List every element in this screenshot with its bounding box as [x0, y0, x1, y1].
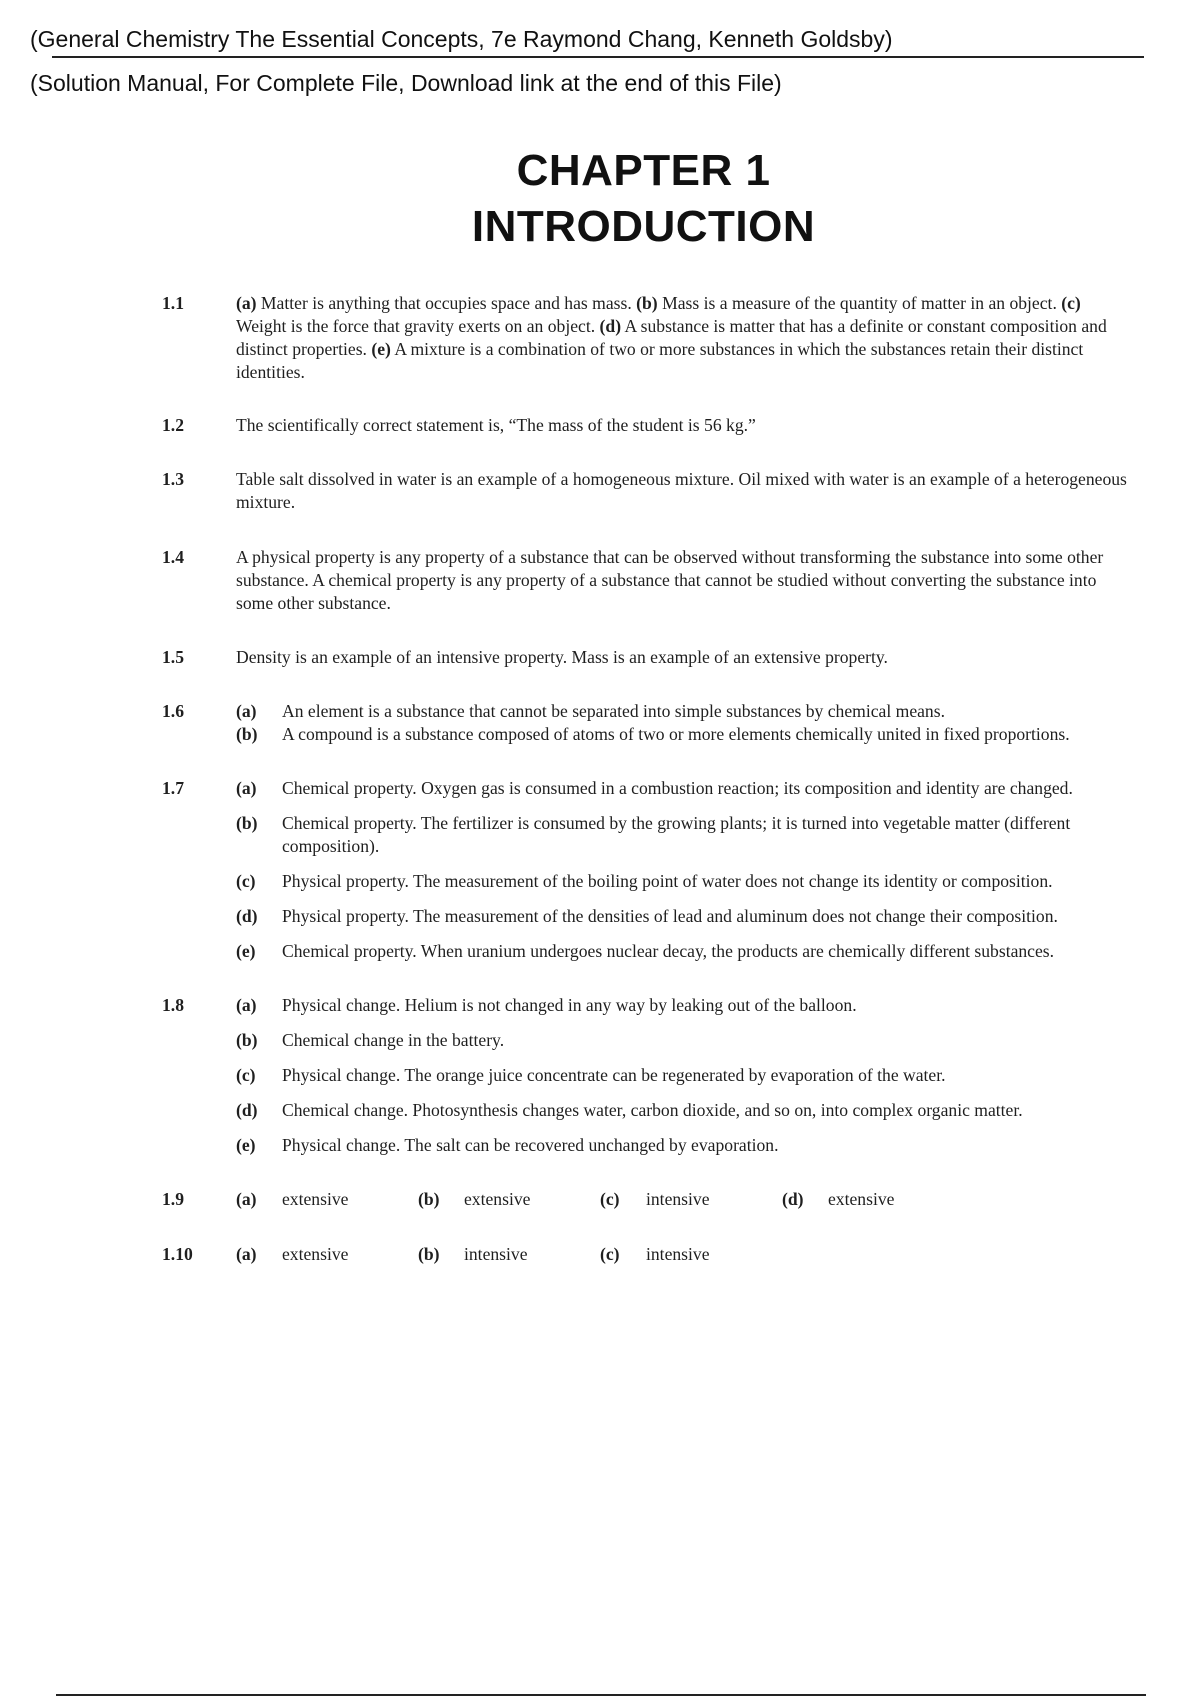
- part-label: (c): [1061, 293, 1081, 313]
- answer-part: [418, 1243, 600, 1266]
- part-text: extensive: [282, 1244, 349, 1264]
- answer-text: A physical property is any property of a substance that can be observed without transforming the substance into some other substance. A chemical property is any property of a substance that cannot be studied without converting the substance into some other substance.: [236, 547, 1104, 613]
- solution-manual-note: (Solution Manual, For Complete File, Download link at the end of this File): [30, 70, 782, 96]
- question-number: 1.4: [162, 547, 184, 567]
- part-label: (e): [236, 941, 256, 961]
- part-text: An element is a substance that cannot be separated into simple substances by chemical means.: [282, 701, 945, 721]
- question-number: 1.3: [162, 469, 184, 489]
- part-label: (a): [236, 701, 257, 721]
- part-text: Mass is a measure of the quantity of matter in an object.: [657, 293, 1062, 313]
- answer-part: [236, 870, 1128, 893]
- answer-part: [236, 940, 1128, 963]
- chapter-title: CHAPTER 1: [516, 146, 771, 195]
- answer-part: [236, 1064, 1128, 1087]
- question-1-1: [162, 292, 1128, 384]
- answer-part: [782, 1188, 964, 1211]
- question-number: 1.8: [162, 995, 184, 1015]
- part-label: (b): [236, 813, 258, 833]
- header-divider: [52, 56, 1144, 58]
- part-label: (b): [236, 1030, 258, 1050]
- question-number: 1.6: [162, 701, 184, 721]
- part-label: (e): [236, 1135, 256, 1155]
- part-text: A compound is a substance composed of atoms of two or more elements chemically united in fixed proportions.: [282, 724, 1070, 744]
- part-label: (d): [236, 906, 258, 926]
- footer-divider: [56, 1694, 1146, 1696]
- part-label: (a): [236, 1244, 257, 1264]
- question-number: 1.7: [162, 778, 184, 798]
- solutions-list: [162, 292, 1128, 1266]
- answer-part: [236, 1099, 1128, 1122]
- answer-part: [236, 1134, 1128, 1157]
- part-text: A substance is matter that has a definite or constant composition and distinct properties.: [236, 316, 1107, 359]
- answer-text: Density is an example of an intensive property. Mass is an example of an extensive property.: [236, 647, 888, 667]
- part-label: (a): [236, 1189, 257, 1209]
- question-1-7: [162, 777, 1128, 963]
- part-label: (b): [236, 724, 258, 744]
- answer-part: [236, 723, 1128, 746]
- answer-part: [236, 777, 1128, 800]
- part-label: (d): [782, 1189, 804, 1209]
- part-text: Chemical change. Photosynthesis changes water, carbon dioxide, and so on, into complex organic matter.: [282, 1100, 1023, 1120]
- chapter-subtitle: INTRODUCTION: [471, 202, 816, 251]
- answer-text: The scientifically correct statement is, “The mass of the student is 56 kg.”: [236, 415, 756, 435]
- part-text: Physical change. Helium is not changed in any way by leaking out of the balloon.: [282, 995, 857, 1015]
- part-label: (d): [599, 316, 622, 336]
- part-label: (c): [600, 1189, 620, 1209]
- answer-text: Table salt dissolved in water is an example of a homogeneous mixture. Oil mixed with water is an example of a heterogeneous mixture.: [236, 469, 1127, 512]
- answer-part: [236, 905, 1128, 928]
- answer-part: [236, 812, 1128, 858]
- question-1-3: [162, 468, 1128, 514]
- answer-part: [418, 1188, 600, 1211]
- part-label: (b): [418, 1189, 440, 1209]
- question-1-6: [162, 700, 1128, 746]
- part-text: extensive: [828, 1189, 895, 1209]
- part-text: Weight is the force that gravity exerts on an object.: [236, 316, 600, 336]
- question-number: 1.1: [162, 293, 184, 313]
- document-source-header: (General Chemistry The Essential Concepts, 7e Raymond Chang, Kenneth Goldsby): [30, 26, 893, 52]
- part-text: intensive: [646, 1244, 710, 1264]
- part-text: Physical property. The measurement of the boiling point of water does not change its identity or composition.: [282, 871, 1053, 891]
- answer-part: [600, 1243, 782, 1266]
- part-text: Chemical property. When uranium undergoes nuclear decay, the products are chemically different substances.: [282, 941, 1055, 961]
- part-text: A mixture is a combination of two or more substances in which the substances retain their distinct identities.: [236, 339, 1084, 382]
- part-label: (c): [600, 1244, 620, 1264]
- question-1-5: [162, 646, 1128, 669]
- part-text: intensive: [646, 1189, 710, 1209]
- answer-part: [600, 1188, 782, 1211]
- part-label: (c): [236, 1065, 256, 1085]
- part-text: Chemical property. The fertilizer is consumed by the growing plants; it is turned into vegetable matter (different composition).: [282, 813, 1071, 856]
- part-text: intensive: [464, 1244, 528, 1264]
- part-text: Physical property. The measurement of the densities of lead and aluminum does not change their composition.: [282, 906, 1058, 926]
- part-text: extensive: [464, 1189, 531, 1209]
- part-label: (b): [418, 1244, 440, 1264]
- answer-part: [236, 1029, 1128, 1052]
- answer-part: [236, 1243, 418, 1266]
- answer-part: [236, 994, 1128, 1017]
- question-number: 1.2: [162, 415, 184, 435]
- part-label: (c): [236, 871, 256, 891]
- answer-part: [236, 1188, 418, 1211]
- part-text: Matter is anything that occupies space and has mass.: [256, 293, 637, 313]
- question-1-10: [162, 1243, 1128, 1266]
- question-1-2: [162, 414, 1128, 437]
- question-number: 1.9: [162, 1189, 184, 1209]
- part-label: (a): [236, 778, 257, 798]
- part-label: (a): [236, 293, 257, 313]
- part-label: (b): [636, 293, 658, 313]
- part-text: extensive: [282, 1189, 349, 1209]
- part-text: Physical change. The salt can be recovered unchanged by evaporation.: [282, 1135, 779, 1155]
- question-1-8: [162, 994, 1128, 1157]
- part-text: Chemical property. Oxygen gas is consumed in a combustion reaction; its composition and identity are changed.: [282, 778, 1073, 798]
- answer-text: [236, 292, 1128, 384]
- part-text: Chemical change in the battery.: [282, 1030, 505, 1050]
- part-label: (d): [236, 1100, 258, 1120]
- question-1-9: [162, 1188, 1128, 1211]
- question-number: 1.10: [162, 1244, 193, 1264]
- part-label: (e): [371, 339, 391, 359]
- question-number: 1.5: [162, 647, 184, 667]
- part-text: Physical change. The orange juice concentrate can be regenerated by evaporation of the water.: [282, 1065, 946, 1085]
- question-1-4: [162, 546, 1128, 615]
- answer-part: [236, 700, 1128, 723]
- part-label: (a): [236, 995, 257, 1015]
